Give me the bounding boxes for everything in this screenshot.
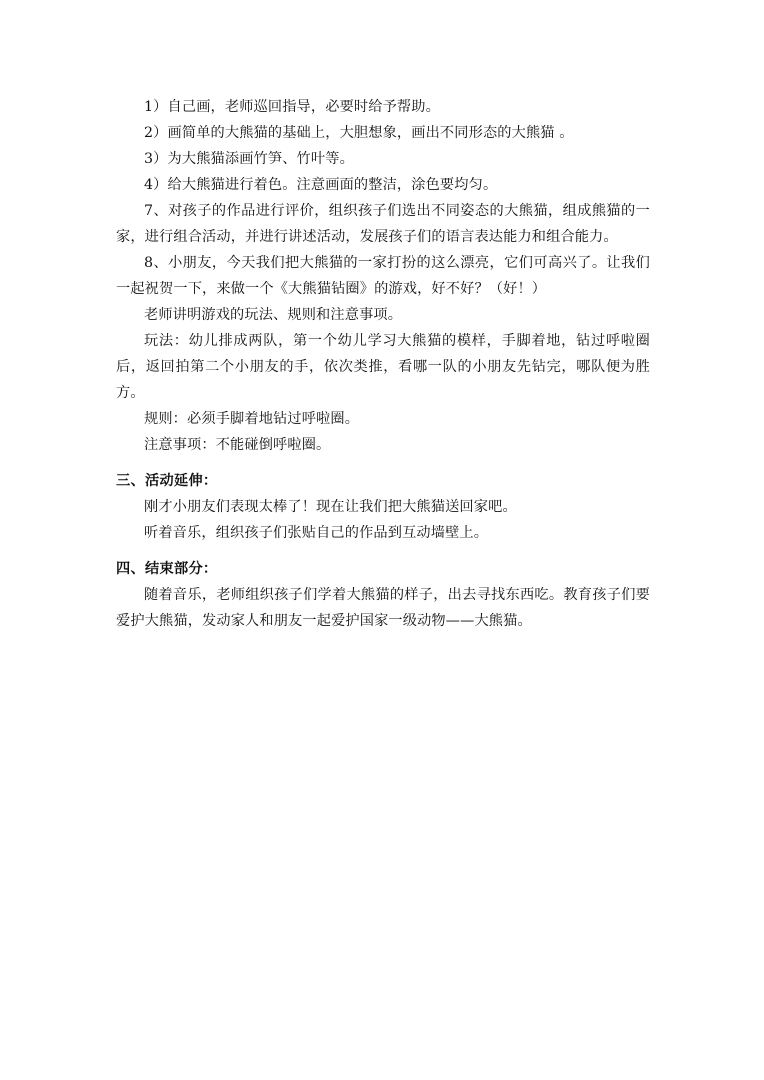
paragraph-item-8: 8、小朋友，今天我们把大熊猫的一家打扮的这么漂亮，它们可高兴了。让我们一起祝贺一下，来做一个《大熊猫钻圈》的游戏，好不好？（好！） — [116, 255, 650, 297]
paragraph-extension-1: 刚才小朋友们表现太棒了！现在让我们把大熊猫送回家吧。 — [144, 499, 517, 515]
document-body — [116, 94, 650, 634]
paragraph-step-3: 3）为大熊猫添画竹笋、竹叶等。 — [144, 151, 354, 167]
paragraph-game-intro: 老师讲明游戏的玩法、规则和注意事项。 — [144, 307, 403, 323]
section-heading-extension: 三、活动延伸： — [116, 473, 218, 489]
section-spacer — [116, 458, 650, 468]
paragraph-game-rules: 规则：必须手脚着地钻过呼啦圈。 — [144, 411, 360, 427]
paragraph-game-notes: 注意事项：不能碰倒呼啦圈。 — [144, 437, 331, 453]
paragraph-extension-2: 听着音乐，组织孩子们张贴自己的作品到互动墙壁上。 — [144, 525, 489, 541]
paragraph-game-play: 玩法：幼儿排成两队，第一个幼儿学习大熊猫的模样，手脚着地，钻过呼啦圈后，返回拍第二个小朋友的手，依次类推，看哪一队的小朋友先钻完，哪队便为胜方。 — [116, 333, 650, 401]
paragraph-step-2: 2）画简单的大熊猫的基础上，大胆想象，画出不同形态的大熊猫 。 — [144, 125, 574, 141]
paragraph-step-4: 4）给大熊猫进行着色。注意画面的整洁，涂色要均匀。 — [144, 177, 498, 193]
section-spacer — [116, 546, 650, 556]
paragraph-ending-1: 随着音乐，老师组织孩子们学着大熊猫的样子，出去寻找东西吃。教育孩子们要爱护大熊猫，发动家人和朋友一起爱护国家一级动物——大熊猫。 — [116, 587, 650, 629]
section-heading-ending: 四、结束部分： — [116, 561, 218, 577]
paragraph-item-7: 7、对孩子的作品进行评价，组织孩子们选出不同姿态的大熊猫，组成熊猫的一家，进行组合活动，并进行讲述活动，发展孩子们的语言表达能力和组合能力。 — [116, 203, 650, 245]
paragraph-step-1: 1）自己画，老师巡回指导，必要时给予帮助。 — [144, 99, 440, 115]
